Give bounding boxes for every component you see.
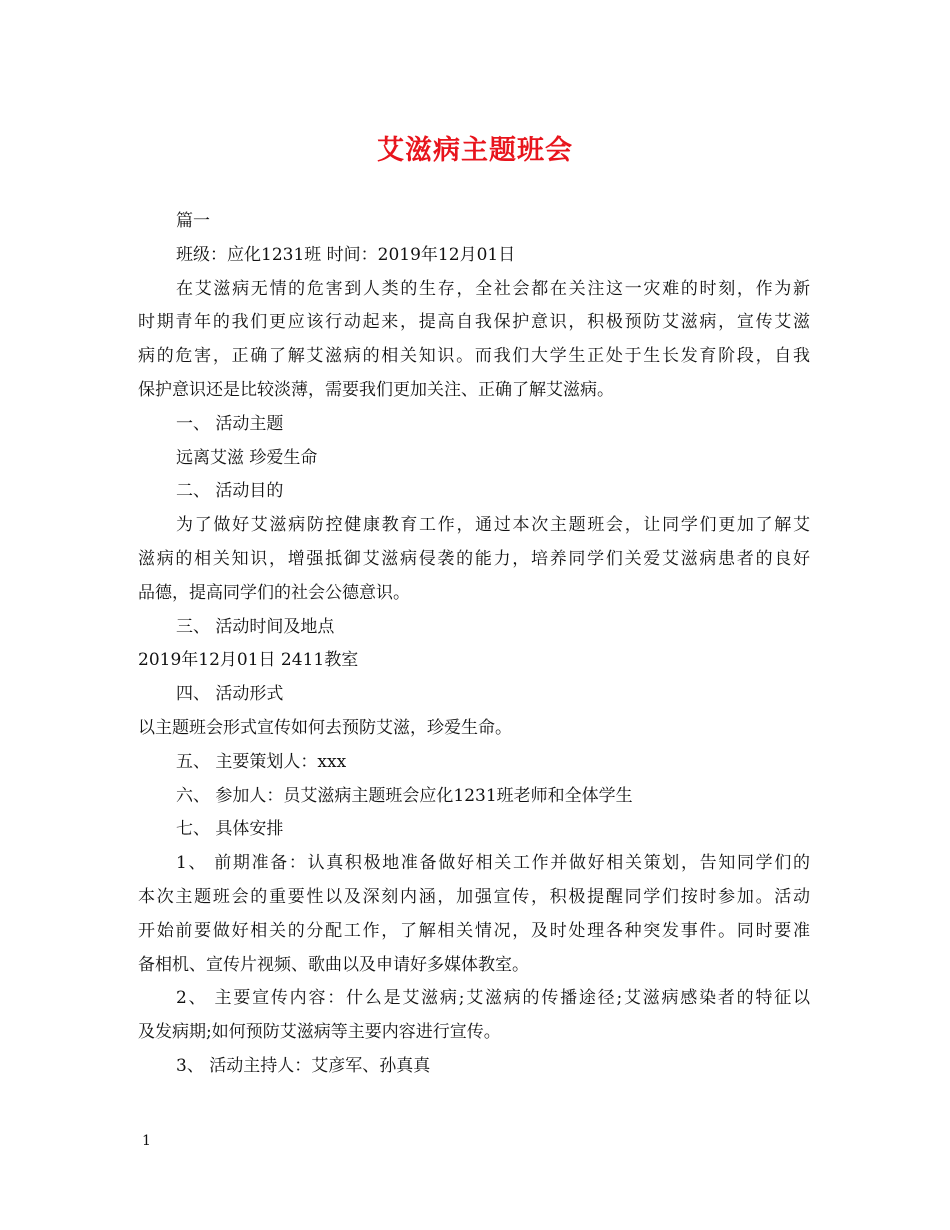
purpose-paragraph-line: 滋病的相关知识，增强抵御艾滋病侵袭的能力，培养同学们关爱艾滋病患者的良好 <box>138 548 810 569</box>
document-title: 艾滋病主题班会 <box>377 135 573 166</box>
arrangement-paragraph-line: 本次主题班会的重要性以及深刻内涵，加强宣传，积极提醒同学们按时参加。活动 <box>138 886 810 907</box>
intro-paragraph-line: 保护意识还是比较淡薄，需要我们更加关注、正确了解艾滋病。 <box>138 379 614 400</box>
document-body <box>138 205 810 1084</box>
item-participants: 六、 参加人：员艾滋病主题班会应化1231班老师和全体学生 <box>176 785 633 806</box>
arrangement-paragraph-line: 开始前要做好相关的分配工作，了解相关情况，及时处理各种突发事件。同时要准 <box>138 920 810 941</box>
item-heading-time-place: 三、 活动时间及地点 <box>176 616 335 637</box>
section-heading: 篇一 <box>176 211 210 231</box>
class-time-line: 班级：应化1231班 时间：2019年12月01日 <box>176 244 516 265</box>
item-heading-purpose: 二、 活动目的 <box>176 481 284 502</box>
item-heading-theme: 一、 活动主题 <box>176 413 284 434</box>
item-planner: 五、 主要策划人：xxx <box>176 751 347 772</box>
format-text: 以主题班会形式宣传如何去预防艾滋，珍爱生命。 <box>138 717 512 738</box>
intro-paragraph-line: 在艾滋病无情的危害到人类的生存，全社会都在关注这一灾难的时刻，作为新 <box>176 278 810 299</box>
item-heading-arrangement: 七、 具体安排 <box>176 819 284 840</box>
arrangement-paragraph-line: 备相机、宣传片视频、歌曲以及申请好多媒体教室。 <box>138 954 529 975</box>
publicity-paragraph-line: 及发病期;如何预防艾滋病等主要内容进行宣传。 <box>138 1022 501 1043</box>
page-number: 1 <box>142 1133 151 1149</box>
item-heading-format: 四、 活动形式 <box>176 684 284 705</box>
time-place-text: 2019年12月01日 2411教室 <box>138 650 359 671</box>
host-line: 3、 活动主持人：艾彦军、孙真真 <box>176 1055 431 1076</box>
purpose-paragraph-line: 为了做好艾滋病防控健康教育工作，通过本次主题班会，让同学们更加了解艾 <box>176 515 810 536</box>
publicity-paragraph-line: 2、 主要宣传内容：什么是艾滋病;艾滋病的传播途径;艾滋病感染者的特征以 <box>176 988 810 1009</box>
intro-paragraph-line: 病的危害，正确了解艾滋病的相关知识。而我们大学生正处于生长发育阶段，自我 <box>138 346 810 367</box>
purpose-paragraph-line: 品德，提高同学们的社会公德意识。 <box>138 582 410 603</box>
theme-text: 远离艾滋 珍爱生命 <box>176 447 318 468</box>
arrangement-paragraph-line: 1、 前期准备：认真积极地准备做好相关工作并做好相关策划，告知同学们的 <box>176 853 810 874</box>
intro-paragraph-line: 时期青年的我们更应该行动起来，提高自我保护意识，积极预防艾滋病，宣传艾滋 <box>138 312 810 333</box>
